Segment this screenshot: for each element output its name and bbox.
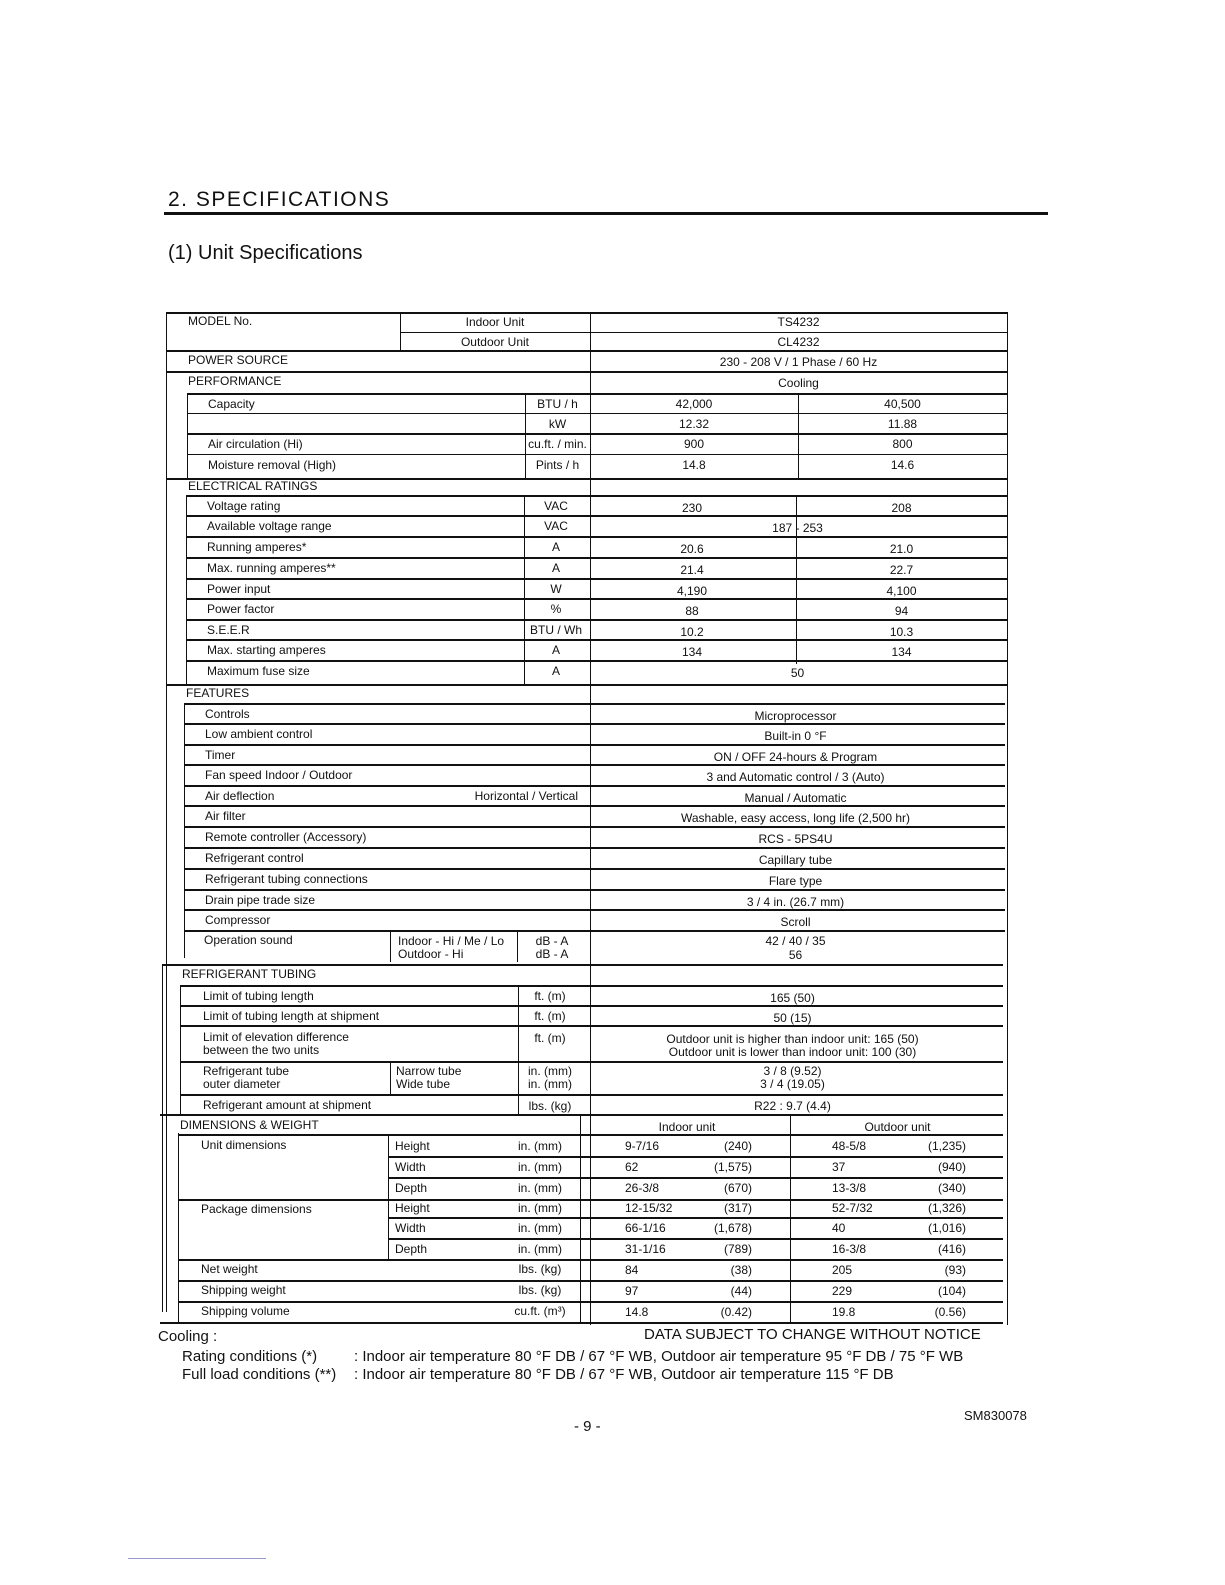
rating-conditions-label: Rating conditions (*) bbox=[182, 1348, 318, 1365]
table-column-rule bbox=[388, 1134, 389, 1260]
feature-row-value: ON / OFF 24-hours & Program bbox=[713, 750, 878, 764]
refrigerant-amount-value: R22 : 9.7 (4.4) bbox=[754, 1099, 831, 1113]
package-dim-unit: in. (mm) bbox=[518, 1221, 562, 1235]
feature-row-label: Low ambient control bbox=[205, 727, 313, 741]
outdoor-model-value: CL4232 bbox=[777, 335, 820, 349]
document-id: SM830078 bbox=[964, 1408, 1027, 1423]
table-rule bbox=[184, 847, 1005, 849]
weight-row-label: Shipping volume bbox=[201, 1304, 290, 1318]
table-rule bbox=[184, 744, 1005, 746]
electrical-row-unit: A bbox=[551, 664, 560, 678]
package-dim-outdoor-in: 40 bbox=[832, 1221, 846, 1235]
table-rule bbox=[187, 454, 1007, 455]
weight-outdoor-value: 19.8 bbox=[832, 1305, 856, 1319]
electrical-row-unit: A bbox=[551, 643, 560, 657]
table-rule bbox=[388, 1238, 1003, 1240]
electrical-row-unit: A bbox=[551, 540, 560, 554]
table-rule bbox=[186, 639, 1007, 641]
performance-row-unit: Pints / h bbox=[535, 458, 580, 472]
electrical-row-unit: % bbox=[550, 602, 562, 616]
table-rule bbox=[186, 557, 1007, 559]
table-rule bbox=[388, 1156, 1003, 1158]
performance-row-label: Moisture removal (High) bbox=[208, 458, 337, 472]
rating-conditions-text: : Indoor air temperature 80 °F DB / 67 °F WB, Outdoor air temperature 95 °F DB / 75 °F WB bbox=[354, 1348, 964, 1365]
unit-dim-outdoor-in: 37 bbox=[832, 1160, 846, 1174]
tube-od-label-cont: outer diameter bbox=[203, 1077, 281, 1091]
weight-indoor-value: 97 bbox=[625, 1284, 639, 1298]
unit-dim-indoor-in: 26-3/8 bbox=[625, 1181, 660, 1195]
table-rule bbox=[184, 826, 1005, 828]
table-rule bbox=[184, 930, 1005, 932]
tubing-row-label: Limit of tubing length at shipment bbox=[203, 1009, 380, 1023]
table-rule bbox=[187, 433, 1007, 435]
unit-dim-unit: in. (mm) bbox=[518, 1139, 562, 1153]
cooling-label: Cooling : bbox=[158, 1328, 218, 1345]
package-dim-outdoor-mm: (416) bbox=[937, 1242, 966, 1256]
refrigerant-amount-unit: lbs. (kg) bbox=[528, 1099, 572, 1113]
elevation-label: Limit of elevation difference bbox=[203, 1030, 349, 1044]
table-rule bbox=[178, 1280, 1003, 1282]
unit-dim-indoor-in: 62 bbox=[625, 1160, 639, 1174]
unit-dim-outdoor-mm: (1,235) bbox=[927, 1139, 966, 1153]
full-load-conditions-label: Full load conditions (**) bbox=[182, 1366, 337, 1383]
operation-sound-indoor: Indoor - Hi / Me / Lo bbox=[398, 934, 505, 948]
table-rule bbox=[180, 1025, 1003, 1027]
electrical-row-label: Available voltage range bbox=[207, 519, 332, 533]
performance-value-230v: 42,000 bbox=[675, 397, 713, 411]
electrical-row-label: Running amperes* bbox=[207, 540, 307, 554]
dimensions-weight-label: DIMENSIONS & WEIGHT bbox=[180, 1118, 319, 1132]
feature-row-label: Drain pipe trade size bbox=[205, 893, 316, 907]
unit-dim-dimension: Height bbox=[395, 1139, 430, 1153]
package-dim-indoor-mm: (1,678) bbox=[713, 1221, 752, 1235]
electrical-row-unit: VAC bbox=[544, 519, 568, 533]
section-title: 2. SPECIFICATIONS bbox=[168, 188, 391, 211]
table-rule bbox=[184, 805, 1005, 807]
table-rule bbox=[178, 1134, 1003, 1136]
table-rule bbox=[178, 1199, 1003, 1201]
tube-od-narrow: Narrow tube bbox=[396, 1064, 462, 1078]
scan-artifact-line bbox=[128, 1558, 266, 1559]
unit-dim-outdoor-in: 13-3/8 bbox=[832, 1181, 867, 1195]
performance-value-208v: 14.6 bbox=[890, 458, 915, 472]
feature-row-option: Horizontal / Vertical bbox=[474, 789, 578, 803]
table-rule bbox=[184, 764, 1005, 766]
tube-od-unit: in. (mm) bbox=[528, 1064, 572, 1078]
table-rule bbox=[184, 889, 1005, 891]
table-rule bbox=[186, 578, 1007, 580]
elevation-value-higher: Outdoor unit is higher than indoor unit: 165 (50) bbox=[666, 1032, 919, 1046]
electrical-value-230v: 20.6 bbox=[680, 542, 704, 556]
performance-row-unit: BTU / h bbox=[537, 397, 578, 411]
table-rule bbox=[180, 1094, 1003, 1096]
performance-value-208v: 800 bbox=[892, 437, 913, 451]
table-column-rule bbox=[390, 930, 391, 962]
operation-sound-unit: dB - A bbox=[535, 947, 569, 961]
full-load-conditions-text: : Indoor air temperature 80 °F DB / 67 °F WB, Outdoor air temperature 115 °F DB bbox=[354, 1366, 894, 1383]
operation-sound-outdoor-value: 56 bbox=[788, 948, 803, 962]
weight-indoor-value: 14.8 bbox=[625, 1305, 649, 1319]
weight-row-unit: lbs. (kg) bbox=[518, 1283, 562, 1297]
elevation-unit: ft. (m) bbox=[534, 1031, 566, 1045]
tubing-row-unit: ft. (m) bbox=[534, 989, 566, 1003]
tube-od-narrow-value: 3 / 8 (9.52) bbox=[763, 1064, 822, 1078]
table-rule bbox=[160, 1114, 1003, 1116]
feature-row-label: Air filter bbox=[205, 809, 246, 823]
indoor-unit-label: Indoor Unit bbox=[465, 315, 525, 329]
table-rule bbox=[184, 909, 1005, 911]
table-column-rule bbox=[186, 496, 187, 684]
package-dim-outdoor-in: 16-3/8 bbox=[832, 1242, 867, 1256]
tube-od-wide: Wide tube bbox=[396, 1077, 451, 1091]
feature-row-label: Compressor bbox=[205, 913, 271, 927]
table-rule bbox=[187, 393, 1007, 395]
feature-row-value: 3 / 4 in. (26.7 mm) bbox=[746, 895, 845, 909]
electrical-value-208v: 134 bbox=[891, 645, 912, 659]
electrical-value-230v: 10.2 bbox=[680, 625, 704, 639]
electrical-value-208v: 21.0 bbox=[889, 542, 914, 556]
unit-dim-indoor-mm: (670) bbox=[723, 1181, 752, 1195]
package-dimensions-label: Package dimensions bbox=[201, 1202, 312, 1216]
table-rule bbox=[178, 1301, 1003, 1303]
feature-row-value: Built-in 0 °F bbox=[764, 729, 827, 743]
feature-row-value: Flare type bbox=[768, 874, 823, 888]
weight-outdoor-mm: (93) bbox=[944, 1263, 966, 1277]
indoor-unit-column-header: Indoor unit bbox=[658, 1120, 716, 1134]
table-rule bbox=[186, 619, 1007, 621]
electrical-row-unit: VAC bbox=[544, 499, 568, 513]
electrical-row-label: Max. running amperes** bbox=[207, 561, 336, 575]
weight-outdoor-mm: (0.56) bbox=[934, 1305, 966, 1319]
table-rule bbox=[184, 868, 1005, 870]
performance-row-unit: kW bbox=[548, 417, 567, 431]
tubing-row-unit: ft. (m) bbox=[534, 1009, 566, 1023]
operation-sound-label: Operation sound bbox=[204, 933, 293, 947]
table-rule bbox=[180, 1061, 1003, 1063]
weight-indoor-mm: (38) bbox=[730, 1263, 752, 1277]
unit-dim-outdoor-in: 48-5/8 bbox=[832, 1139, 867, 1153]
tubing-row-value: 165 (50) bbox=[770, 991, 815, 1005]
tubing-row-value: 50 (15) bbox=[773, 1011, 812, 1025]
electrical-value-208v: 4,100 bbox=[886, 584, 917, 598]
electrical-row-label: S.E.E.R bbox=[207, 623, 250, 637]
weight-indoor-mm: (0.42) bbox=[720, 1305, 752, 1319]
weight-row-unit: cu.ft. (m³) bbox=[514, 1304, 566, 1318]
table-rule bbox=[186, 495, 1007, 497]
feature-row-label: Controls bbox=[205, 707, 250, 721]
notice: DATA SUBJECT TO CHANGE WITHOUT NOTICE bbox=[644, 1326, 981, 1343]
unit-dim-dimension: Depth bbox=[395, 1181, 428, 1195]
feature-row-value: 3 and Automatic control / 3 (Auto) bbox=[706, 770, 885, 784]
table-rule bbox=[184, 785, 1005, 787]
package-dim-unit: in. (mm) bbox=[518, 1201, 562, 1215]
electrical-row-label: Power input bbox=[207, 582, 271, 596]
table-column-rule bbox=[1007, 312, 1008, 1325]
operation-sound-unit: dB - A bbox=[535, 934, 569, 948]
weight-row-unit: lbs. (kg) bbox=[518, 1262, 562, 1276]
performance-label: PERFORMANCE bbox=[188, 374, 282, 388]
unit-dim-indoor-in: 9-7/16 bbox=[625, 1139, 660, 1153]
package-dim-unit: in. (mm) bbox=[518, 1242, 562, 1256]
operation-sound-indoor-value: 42 / 40 / 35 bbox=[765, 934, 826, 948]
performance-value-230v: 14.8 bbox=[682, 458, 706, 472]
electrical-value-230v: 21.4 bbox=[680, 563, 704, 577]
indoor-model-value: TS4232 bbox=[777, 315, 820, 329]
feature-row-value: Microprocessor bbox=[754, 709, 837, 723]
performance-row-unit: cu.ft. / min. bbox=[528, 437, 587, 451]
electrical-row-label: Max. starting amperes bbox=[207, 643, 326, 657]
table-rule bbox=[186, 536, 1007, 538]
weight-outdoor-mm: (104) bbox=[937, 1284, 966, 1298]
electrical-value-208v: 208 bbox=[891, 501, 912, 515]
table-rule bbox=[186, 660, 1007, 662]
performance-row-label: Air circulation (Hi) bbox=[208, 437, 303, 451]
feature-row-value: Capillary tube bbox=[758, 853, 833, 867]
package-dim-dimension: Height bbox=[395, 1201, 430, 1215]
tube-od-label: Refrigerant tube bbox=[203, 1064, 290, 1078]
unit-dim-unit: in. (mm) bbox=[518, 1181, 562, 1195]
table-rule bbox=[388, 1217, 1003, 1219]
electrical-value-230v: 88 bbox=[685, 604, 699, 618]
electrical-row-unit: BTU / Wh bbox=[529, 623, 582, 637]
package-dim-indoor-mm: (317) bbox=[723, 1201, 752, 1215]
feature-row-label: Timer bbox=[205, 748, 236, 762]
package-dim-dimension: Width bbox=[395, 1221, 426, 1235]
electrical-value-230v: 4,190 bbox=[676, 584, 708, 598]
weight-row-label: Shipping weight bbox=[201, 1283, 286, 1297]
refrigerant-tubing-label: REFRIGERANT TUBING bbox=[182, 967, 317, 981]
unit-dim-unit: in. (mm) bbox=[518, 1160, 562, 1174]
package-dim-indoor-in: 66-1/16 bbox=[625, 1221, 666, 1235]
feature-row-label: Fan speed Indoor / Outdoor bbox=[205, 768, 353, 782]
electrical-span-value: 50 bbox=[790, 666, 805, 680]
package-dim-indoor-in: 31-1/16 bbox=[625, 1242, 666, 1256]
tube-od-unit: in. (mm) bbox=[528, 1077, 572, 1091]
electrical-span-value: 187 - 253 bbox=[772, 521, 823, 535]
cooling-header: Cooling bbox=[778, 376, 819, 390]
unit-dim-outdoor-mm: (340) bbox=[937, 1181, 966, 1195]
weight-indoor-mm: (44) bbox=[730, 1284, 752, 1298]
performance-value-208v: 11.88 bbox=[887, 417, 918, 431]
page-number: - 9 - bbox=[574, 1418, 601, 1435]
operation-sound-outdoor: Outdoor - Hi bbox=[398, 947, 464, 961]
feature-row-label: Air deflection bbox=[205, 789, 275, 803]
feature-row-value: Manual / Automatic bbox=[744, 791, 847, 805]
table-rule bbox=[186, 515, 1007, 517]
electrical-ratings-label: ELECTRICAL RATINGS bbox=[188, 479, 318, 493]
electrical-row-label: Maximum fuse size bbox=[207, 664, 310, 678]
feature-row-value: RCS - 5PS4U bbox=[758, 832, 833, 846]
unit-dim-outdoor-mm: (940) bbox=[937, 1160, 966, 1174]
elevation-value-lower: Outdoor unit is lower than indoor unit: 100 (30) bbox=[668, 1045, 917, 1059]
power-source-label: POWER SOURCE bbox=[188, 353, 289, 367]
table-rule bbox=[400, 332, 1008, 333]
table-rule bbox=[186, 598, 1007, 600]
feature-row-label: Refrigerant control bbox=[205, 851, 304, 865]
table-rule bbox=[184, 703, 1005, 705]
table-column-rule bbox=[162, 964, 163, 1312]
unit-dimensions-label: Unit dimensions bbox=[201, 1138, 287, 1152]
table-rule bbox=[388, 1177, 1003, 1179]
features-label: FEATURES bbox=[186, 686, 250, 700]
table-column-rule bbox=[184, 704, 185, 958]
feature-row-value: Scroll bbox=[780, 915, 811, 929]
unit-dim-dimension: Width bbox=[395, 1160, 426, 1174]
table-rule bbox=[166, 371, 1008, 373]
model-no-label: MODEL No. bbox=[188, 314, 253, 328]
unit-dim-indoor-mm: (240) bbox=[723, 1139, 752, 1153]
package-dim-dimension: Depth bbox=[395, 1242, 428, 1256]
performance-value-208v: 40,500 bbox=[884, 397, 921, 411]
performance-value-230v: 12.32 bbox=[678, 417, 710, 431]
table-rule bbox=[178, 1259, 1003, 1261]
weight-row-label: Net weight bbox=[201, 1262, 258, 1276]
weight-outdoor-value: 229 bbox=[832, 1284, 853, 1298]
table-rule bbox=[187, 413, 1007, 414]
weight-indoor-value: 84 bbox=[625, 1263, 639, 1277]
weight-outdoor-value: 205 bbox=[832, 1263, 853, 1277]
package-dim-outdoor-mm: (1,326) bbox=[927, 1201, 966, 1215]
table-column-rule bbox=[187, 393, 188, 478]
unit-dim-indoor-mm: (1,575) bbox=[713, 1160, 752, 1174]
elevation-label-cont: between the two units bbox=[203, 1043, 320, 1057]
performance-value-230v: 900 bbox=[683, 437, 705, 451]
package-dim-indoor-mm: (789) bbox=[723, 1242, 752, 1256]
feature-row-label: Refrigerant tubing connections bbox=[205, 872, 368, 886]
feature-row-label: Remote controller (Accessory) bbox=[205, 830, 367, 844]
table-rule bbox=[166, 350, 1008, 352]
table-rule bbox=[184, 723, 1005, 725]
feature-row-value: Washable, easy access, long life (2,500 hr) bbox=[680, 811, 910, 825]
electrical-value-208v: 94 bbox=[894, 604, 909, 618]
tube-od-wide-value: 3 / 4 (19.05) bbox=[760, 1077, 825, 1091]
electrical-value-208v: 22.7 bbox=[889, 563, 914, 577]
subsection-title: (1) Unit Specifications bbox=[168, 242, 363, 264]
table-column-rule bbox=[178, 1133, 179, 1322]
package-dim-indoor-in: 12-15/32 bbox=[625, 1201, 673, 1215]
electrical-value-208v: 10.3 bbox=[889, 625, 914, 639]
table-rule bbox=[180, 985, 1003, 987]
performance-row-label: Capacity bbox=[208, 397, 255, 411]
electrical-row-unit: W bbox=[550, 582, 562, 596]
table-rule bbox=[166, 684, 1007, 686]
package-dim-outdoor-in: 52-7/32 bbox=[832, 1201, 873, 1215]
power-source-value: 230 - 208 V / 1 Phase / 60 Hz bbox=[719, 355, 878, 369]
table-column-rule bbox=[390, 1061, 391, 1094]
table-column-rule bbox=[166, 312, 167, 1312]
electrical-row-label: Power factor bbox=[207, 602, 275, 616]
table-rule bbox=[180, 1005, 1003, 1007]
table-rule bbox=[166, 312, 1008, 314]
electrical-value-230v: 230 bbox=[681, 501, 703, 515]
table-rule bbox=[160, 1322, 1003, 1324]
electrical-value-230v: 134 bbox=[681, 645, 703, 659]
refrigerant-amount-label: Refrigerant amount at shipment bbox=[203, 1098, 372, 1112]
tubing-row-label: Limit of tubing length bbox=[203, 989, 314, 1003]
table-rule bbox=[162, 964, 1003, 966]
package-dim-outdoor-mm: (1,016) bbox=[927, 1221, 966, 1235]
outdoor-unit-column-header: Outdoor unit bbox=[864, 1120, 931, 1134]
outdoor-unit-label: Outdoor Unit bbox=[460, 335, 530, 349]
electrical-row-label: Voltage rating bbox=[207, 499, 281, 513]
electrical-row-unit: A bbox=[551, 561, 560, 575]
